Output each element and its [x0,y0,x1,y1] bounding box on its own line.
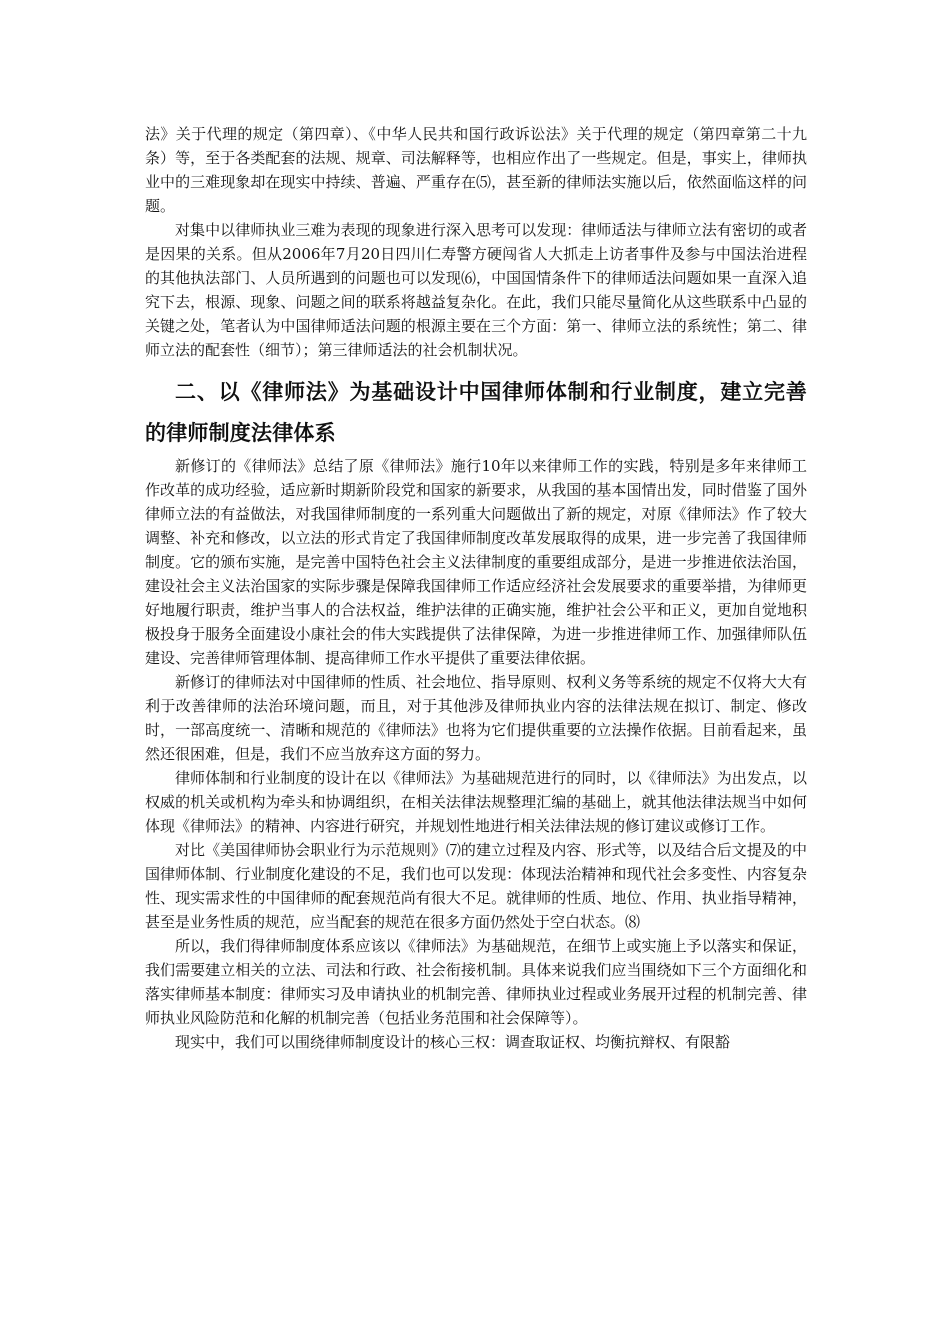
body-paragraph-5: 律师体制和行业制度的设计在以《律师法》为基础规范进行的同时，以《律师法》为出发点，以权威的机关或机构为牵头和协调组织，在相关法律法规整理汇编的基础上，就其他法律法规当中如何体现《律师法》的精神、内容进行研究，并规划性地进行相关法律法规的修订建议或修订工作。 [145,769,807,835]
body-paragraph-8: 现实中，我们可以围绕律师制度设计的核心三权：调查取证权、均衡抗辩权、有限豁 [175,1033,731,1051]
body-paragraph-2: 对集中以律师执业三难为表现的现象进行深入思考可以发现：律师适法与律师立法有密切的或者是因果的关系。但从2006年7月20日四川仁寿警方硬闯省人大抓走上访者事件及参与中国法治进程的其他执法部门、人员所遇到的问题也可以发现⑹，中国国情条件下的律师适法问题如果一直深入追究下去，根源、现象、问题之间的联系将越益复杂化。在此，我们只能尽量简化从这些联系中凸显的关键之处，笔者认为中国律师适法问题的根源主要在三个方面：第一、律师立法的系统性；第二、律师立法的配套性（细节）；第三律师适法的社会机制状况。 [145,221,807,359]
document-page [145,122,807,1054]
body-paragraph-1: 法》关于代理的规定（第四章）、《中华人民共和国行政诉讼法》关于代理的规定（第四章第二十九条）等，至于各类配套的法规、规章、司法解释等，也相应作出了一些规定。但是，事实上，律师执业中的三难现象却在现实中持续、普遍、严重存在⑸，甚至新的律师法实施以后，依然面临这样的问题。 [145,125,807,215]
body-paragraph-6: 对比《美国律师协会职业行为示范规则》⑺的建立过程及内容、形式等，以及结合后文提及的中国律师体制、行业制度化建设的不足，我们也可以发现：体现法治精神和现代社会多变性、内容复杂性、现实需求性的中国律师的配套规范尚有很大不足。就律师的性质、地位、作用、执业指导精神，甚至是业务性质的规范，应当配套的规范在很多方面仍然处于空白状态。⑻ [145,841,807,931]
body-paragraph-3: 新修订的《律师法》总结了原《律师法》施行10年以来律师工作的实践，特别是多年来律师工作改革的成功经验，适应新时期新阶段党和国家的新要求，从我国的基本国情出发，同时借鉴了国外律师立法的有益做法，对我国律师制度的一系列重大问题做出了新的规定，对原《律师法》作了较大调整、补充和修改，以立法的形式肯定了我国律师制度改革发展取得的成果，进一步完善了我国律师制度。它的颁布实施，是完善中国特色社会主义法律制度的重要组成部分，是进一步推进依法治国，建设社会主义法治国家的实际步骤是保障我国律师工作适应经济社会发展要求的重要举措，为律师更好地履行职责，维护当事人的合法权益，维护法律的正确实施，维护社会公平和正义，更加自觉地积极投身于服务全面建设小康社会的伟大实践提供了法律保障，为进一步推进律师工作、加强律师队伍建设、完善律师管理体制、提高律师工作水平提供了重要法律依据。 [145,457,807,667]
section-heading: 二、以《律师法》为基础设计中国律师体制和行业制度，建立完善的律师制度法律体系 [145,380,807,445]
body-paragraph-7: 所以，我们得律师制度体系应该以《律师法》为基础规范，在细节上或实施上予以落实和保证，我们需要建立相关的立法、司法和行政、社会衔接机制。具体来说我们应当围绕如下三个方面细化和落实律师基本制度：律师实习及申请执业的机制完善、律师执业过程或业务展开过程的机制完善、律师执业风险防范和化解的机制完善（包括业务范围和社会保障等）。 [145,937,807,1027]
body-paragraph-4: 新修订的律师法对中国律师的性质、社会地位、指导原则、权利义务等系统的规定不仅将大大有利于改善律师的法治环境问题，而且，对于其他涉及律师执业内容的法律法规在拟订、制定、修改时，一部高度统一、清晰和规范的《律师法》也将为它们提供重要的立法操作依据。目前看起来，虽然还很困难，但是，我们不应当放弃这方面的努力。 [145,673,807,763]
